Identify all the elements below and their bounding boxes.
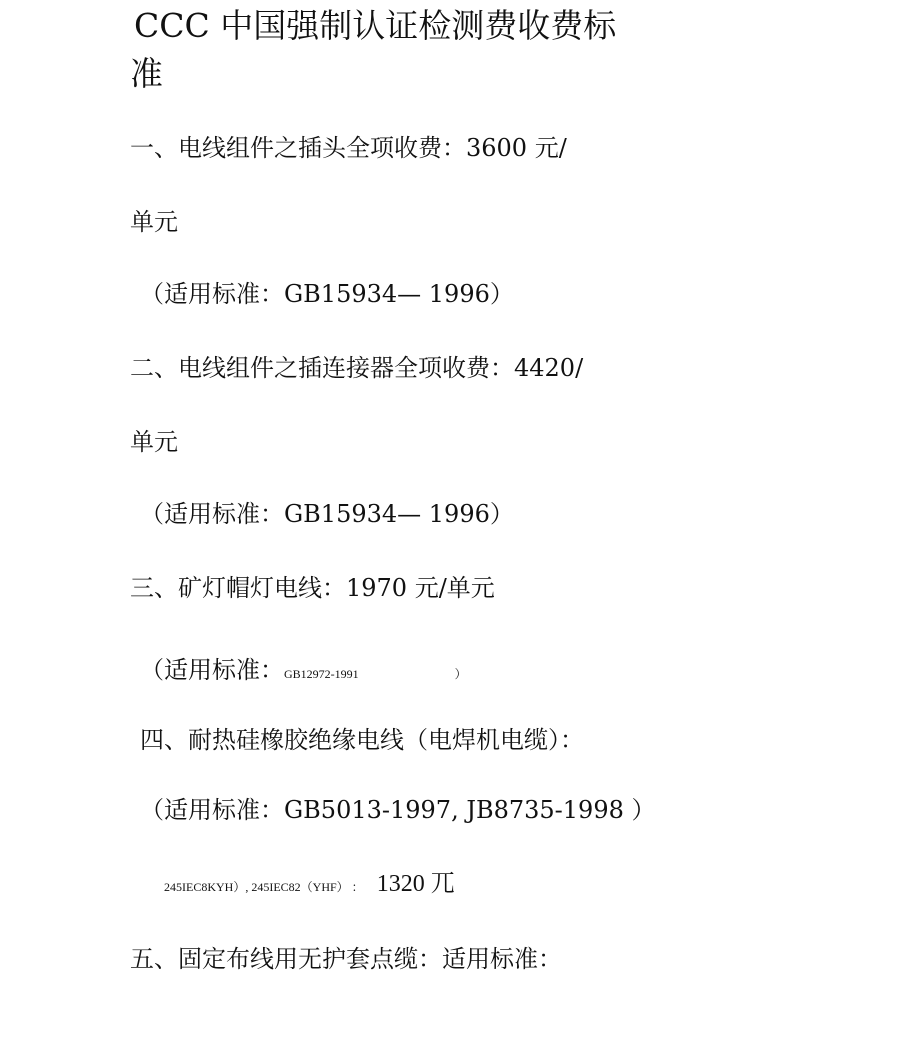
item-4-heading: 四、耐热硅橡胶绝缘电线（电焊机电缆）： (140, 726, 584, 754)
item-3-standard-code: GB12972-1991 (284, 667, 359, 681)
item-3-standard-close: ） (454, 667, 467, 681)
item-1-heading-cont: 单元 (130, 208, 178, 236)
item-2-heading-cont: 单元 (130, 428, 178, 456)
item-4-model-codes: 245IEC8KYH）, 245IEC82（YHF） ： (164, 880, 364, 894)
item-1-heading: 一、电线组件之插头全项收费：3600 元/ (130, 134, 567, 162)
item-4-price: 1320 兀 (376, 871, 455, 897)
item-5-heading: 五、固定布线用无护套点缆：适用标准： (130, 945, 562, 973)
document-title-line-2: 准 (130, 54, 163, 93)
item-3-standard-prefix: （适用标准： (140, 656, 284, 684)
item-4-standard: （适用标准：GB5013-1997, JB8735-1998 ） (140, 796, 656, 824)
item-3-heading: 三、矿灯帽灯电线：1970 元/单元 (130, 574, 495, 602)
item-4-sub-line (164, 872, 455, 896)
item-1-standard: （适用标准：GB15934— 1996） (140, 280, 514, 308)
document-title-line-1: CCC 中国强制认证检测费收费标 (134, 6, 617, 45)
item-2-heading: 二、电线组件之插连接器全项收费：4420/ (130, 354, 584, 382)
item-2-standard: （适用标准：GB15934— 1996） (140, 500, 514, 528)
item-3-standard (140, 658, 467, 682)
